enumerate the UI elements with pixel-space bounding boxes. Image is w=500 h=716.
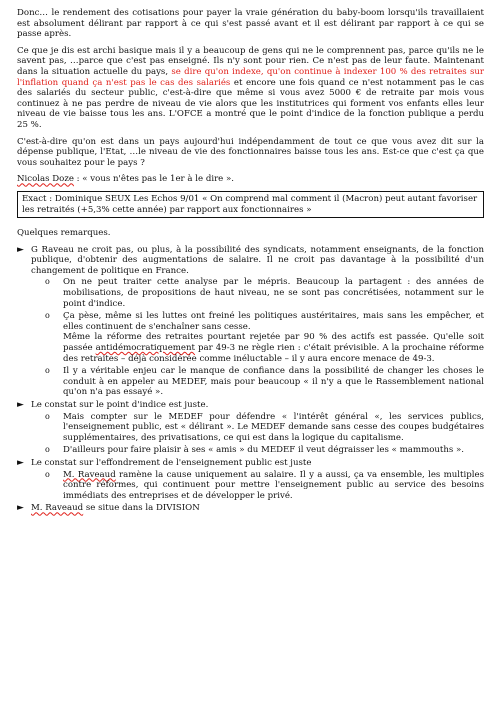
sub-list-item: o M. Raveaud ramène la cause uniquement au salaire. Il y a aussi, ça va ensemble, les multiples contre réformes, qui continuent pour mettre l'enseignement public au service des besoins immédiats des entreprises et de développer le privé.: [45, 469, 484, 501]
paragraph-1: Donc… le rendement des cotisations pour payer la vraie génération du baby-boom lorsqu'ils travaillaient est absolument délirant par rapport à ce qui s'est passé avant et il est délirant par rapport à ce qui se passe après.: [17, 8, 484, 40]
bullet-name: M. Raveaud: [31, 503, 84, 514]
list-item: [17, 400, 484, 456]
paragraph-2: [17, 46, 484, 131]
circle-icon: o: [45, 277, 50, 287]
paragraph-3: C'est-à-dire qu'on est dans un pays aujourd'hui indépendamment de tout ce que vous avez dit sur la dépense publique, l'Etat, …le niveau de vie des fonctionnaires baisse tous les ans. Est-ce que c'est ça que vous souhaitez pour le pays ?: [17, 136, 484, 168]
bullet-text: se situe dans la DIVISION: [83, 503, 200, 514]
sub-list: [31, 277, 484, 398]
list-item: [17, 503, 484, 514]
bullet-text: G Raveau ne croit pas, ou plus, à la possibilité des syndicats, notamment enseignants, de la fonction publique, d'obtenir des augmentations de salaire. Il ne croit pas davantage à la possibilité d'un changement de politique en France.: [31, 244, 484, 276]
arrow-right-icon: ►: [17, 400, 24, 410]
arrow-right-icon: ►: [17, 457, 24, 468]
remarks-title: Quelques remarques.: [17, 228, 111, 239]
author-name: Nicolas Doze: [17, 174, 74, 185]
bullet-text: Le constat sur le point d'indice est juste.: [31, 400, 209, 410]
circle-icon: o: [45, 366, 50, 376]
sub-item-continuation: Même la réforme des retraites pourtant rejetée par 90 % des actifs est passée. Qu'elle soit passée antidémocratiquement par 49-3 ne règle rien : c'était prévisible. A la prochaine réforme des retraites – déjà considérée comme inéluctable – il y aura encore menace de 49-3.: [63, 332, 484, 364]
highlight-red-text: se dire qu'on indexe, qu'on continue à indexer 100 % des retraites sur l'inflation quand ça n'est pas le cas des salariés: [17, 66, 485, 88]
paragraph-4-rest: : « vous n'êtes pas le 1er à le dire ».: [73, 174, 234, 185]
arrow-right-icon: ►: [17, 503, 24, 514]
quote-box: Exact : Dominique SEUX Les Echos 9/01 « On comprend mal comment il (Macron) peut autant favoriser les retraités (+5,3% cette année) par rapport aux fonctionnaires »: [17, 191, 484, 218]
arrow-right-icon: ►: [17, 244, 24, 255]
list-item: [17, 245, 484, 398]
paragraph-4: [17, 174, 484, 185]
paragraph-2-end: et encore une fois quand ce n'est notamment pas le cas des salariés du secteur public, c'est-à-dire que même si vous avez 5000 € de retraite par mois vous continuez à ne pas perdre de niveau de vie alors que les institutrices qui forment vos enfants elles leur niveau de vie baisse tous les ans. L'OFCE a montré que le point d'indice de la fonction publique a perdu 25 %.: [17, 77, 485, 130]
sub-list-item: o Ça pèse, même si les luttes ont freiné les politiques austéritaires, mais sans les empêcher, et elles continuent de s'enchaîner sans cesse. Même la réforme des retraites pourtant rejetée par 90 % des actifs est passée. Qu'elle soit passée antidémocratiquement par 49-3 ne règle rien : c'était prévisible. A la prochaine réforme des retraites – déjà considérée comme inéluctable – il y aura encore menace de 49-3.: [45, 311, 484, 364]
sub-list-item: o D'ailleurs pour faire plaisir à ses « amis » du MEDEF il veut dégraisser les « mammouths ».: [45, 445, 465, 456]
sub-list-item: o Il y a véritable enjeu car le manque de confiance dans la possibilité de changer les choses le conduit à en appeler au MEDEF, mais pour beaucoup « il n'y a que le Rassemblement national qu'on n'a pas essayé ».: [45, 366, 484, 398]
circle-icon: o: [45, 445, 50, 455]
sub-list: [31, 470, 484, 502]
sub-list-item: o Mais compter sur le MEDEF pour défendre « l'intérêt général «, les services publics, l'enseignement public, est « délirant ». Le MEDEF demande sans cesse des coupes budgétaires supplémentaires, des privatisations, ce qui est dans la logique du capitalisme.: [45, 411, 484, 443]
paragraph-2-start: Ce que je dis est archi basique mais il y a beaucoup de gens qui ne le comprennent pas, parce qu'ils ne le savent pas, …parce que c'est pas enseigné. Ils n'y sont pour rien. Ce n'est pas de leur faute. Maintenant dans la situation actuelle du pays,: [17, 45, 484, 77]
circle-icon: o: [45, 311, 50, 321]
bullet-text: Le constat sur l'effondrement de l'enseignement public est juste: [31, 457, 312, 468]
circle-icon: o: [45, 411, 50, 421]
remarks-list: [17, 245, 484, 514]
sub-list-item: o On ne peut traiter cette analyse par le mépris. Beaucoup la partagent : des années de mobilisations, de propositions de haut niveau, ne se sont pas concrétisées, notamment sur le point d'indice.: [45, 277, 484, 309]
circle-icon: o: [45, 469, 50, 479]
sub-list: [31, 412, 484, 456]
list-item: [17, 458, 484, 501]
